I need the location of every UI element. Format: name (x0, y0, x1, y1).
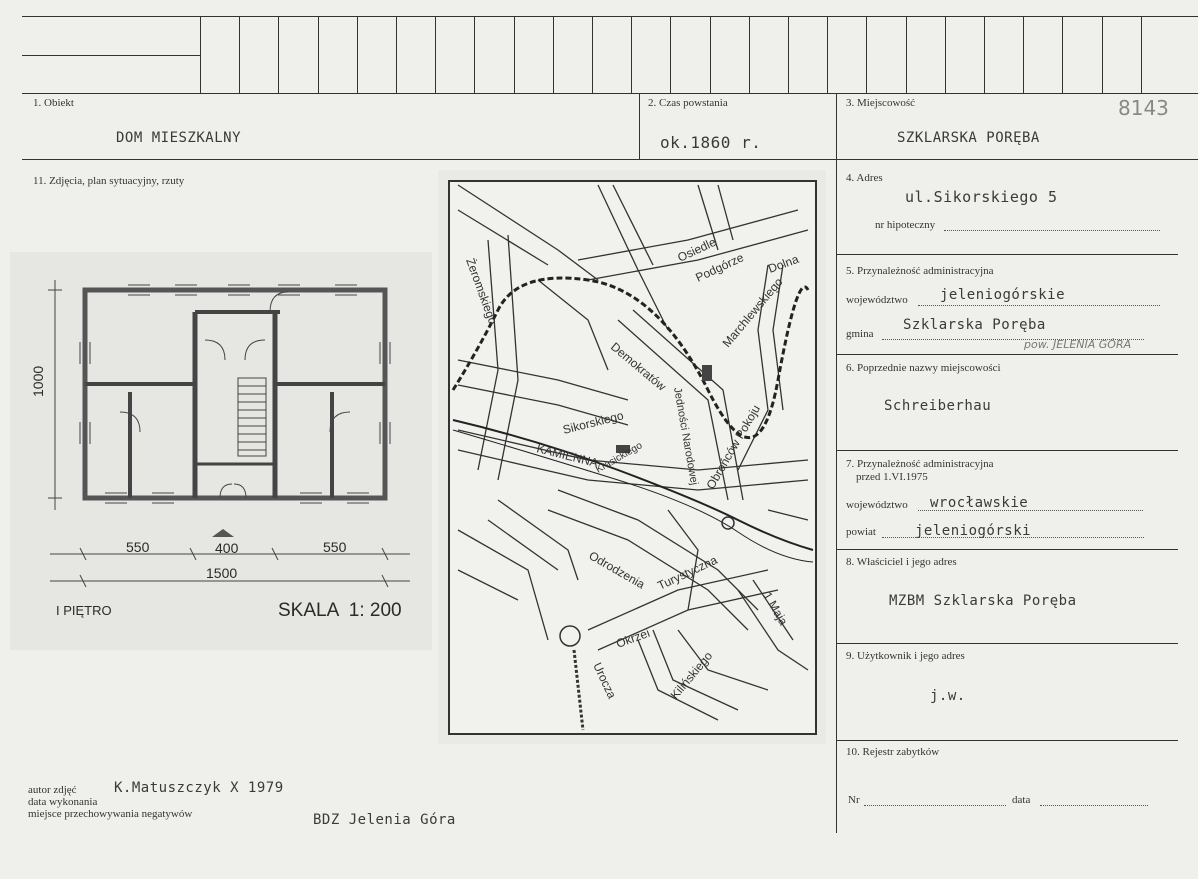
floor-plan-drawing (10, 252, 432, 650)
map-street-label: Żeromskiego (463, 256, 501, 327)
field-user-label: 9. Użytkownik i jego adres (846, 650, 965, 662)
plan-height-dimension: 1000 (30, 365, 46, 397)
county-dotted-line (882, 537, 1144, 538)
field-admin-before-county-value: jeleniogórski (915, 523, 1032, 539)
field-object-label: 1. Obiekt (33, 97, 74, 109)
grid-cell-divider (1141, 16, 1142, 93)
divider (836, 93, 837, 833)
field-register-label: 10. Rejestr zabytków (846, 746, 940, 758)
plan-scale-label: SKALA 1: 200 (278, 600, 402, 621)
grid-cell-divider (592, 16, 593, 93)
grid-cell-divider (553, 16, 554, 93)
voivodeship-dotted-line (918, 305, 1160, 306)
map-street-label: Demokratów (608, 339, 669, 394)
footer-author-value: K.Matuszczyk X 1979 (114, 780, 284, 796)
grid-cell-divider (670, 16, 671, 93)
grid-cell-divider (200, 16, 201, 93)
grid-cell-divider (866, 16, 867, 93)
map-street-label: Kilińskiego (667, 648, 716, 702)
plan-dim-left: 550 (126, 539, 150, 555)
grid-cell-divider (1062, 16, 1063, 93)
map-street-label: Okrzei (614, 625, 652, 651)
field-place-label: 3. Miejscowość (846, 97, 916, 109)
divider (836, 450, 1178, 451)
map-street-label: Jedności Narodowej (671, 386, 701, 487)
divider (639, 93, 640, 159)
field-former-names-label: 6. Poprzednie nazwy miejscowości (846, 362, 1001, 374)
field-user-value: j.w. (930, 688, 966, 704)
plan-floor-label: I PIĘTRO (56, 603, 112, 618)
field-address-value: ul.Sikorskiego 5 (905, 188, 1058, 206)
field-admin-before-voivodeship-value: wrocławskie (930, 495, 1029, 511)
map-street-label: Odrodzenia (586, 548, 648, 592)
divider (836, 549, 1178, 550)
field-register-nr-label: Nr (848, 794, 860, 806)
divider (836, 740, 1178, 741)
field-admin-commune-value: Szklarska Poręba (903, 317, 1046, 333)
grid-cell-divider (278, 16, 279, 93)
map-street-label: Urocza (590, 660, 620, 701)
plan-dim-mid: 400 (215, 540, 239, 556)
map-street-label: Dolna (766, 251, 801, 276)
grid-cell-divider (357, 16, 358, 93)
plan-dim-right: 550 (323, 539, 347, 555)
map-street-label: Sikorskiego (561, 408, 625, 437)
grid-cell-divider (906, 16, 907, 93)
map-street-label: Obrońców Pokoju (703, 402, 763, 492)
grid-cell-divider (984, 16, 985, 93)
grid-cell-divider (710, 16, 711, 93)
grid-cell-divider (945, 16, 946, 93)
mortgage-dotted-line (944, 230, 1160, 231)
divider (836, 354, 1178, 355)
catalog-number: 8143 (1118, 96, 1169, 120)
map-street-label: Krasickiego (594, 440, 645, 476)
map-street-label: Turystyczna (655, 552, 720, 593)
map-street-label: Osiedle (675, 234, 719, 265)
field-admin-voivodeship-value: jeleniogórskie (940, 287, 1066, 303)
field-date-label: 2. Czas powstania (648, 97, 728, 109)
divider (836, 643, 1178, 644)
field-admin-before-label: 7. Przynależność administracyjna (846, 458, 994, 470)
row1-bottom-border (22, 159, 1198, 160)
grid-cell-divider (239, 16, 240, 93)
map-street-label: Marchlewskiego (719, 275, 786, 350)
field-owner-value: MZBM Szklarska Poręba (889, 593, 1077, 609)
field-place-value: SZKLARSKA PORĘBA (897, 130, 1040, 146)
field-mortgage-label: nr hipoteczny (875, 219, 936, 231)
top-row-bottom-border (22, 93, 1198, 94)
field-former-names-value: Schreiberhau (884, 398, 992, 414)
field-admin-voivodeship-label: województwo (846, 294, 908, 306)
field-owner-label: 8. Właściciel i jego adres (846, 556, 957, 568)
grid-cell-divider (749, 16, 750, 93)
field-admin-district-note: pow. JELENIA GÓRA (1024, 338, 1132, 351)
footer-date-label: data wykonania (28, 796, 98, 808)
grid-cell-divider (396, 16, 397, 93)
grid-cell-divider (1102, 16, 1103, 93)
field-object-value: DOM MIESZKALNY (116, 130, 242, 146)
grid-cell-divider (827, 16, 828, 93)
map-panel (438, 170, 826, 744)
floor-plan-panel (10, 252, 432, 650)
footer-author-label: autor zdjęć (28, 784, 77, 796)
field-register-date-label: data (1012, 794, 1031, 806)
divider (836, 254, 1178, 255)
grid-cell-divider (1023, 16, 1024, 93)
field-admin-before-label2: przed 1.VI.1975 (856, 471, 928, 483)
plan-dim-total: 1500 (206, 565, 238, 581)
map-street-label: 1 Maja (760, 589, 791, 628)
street-map-drawing (438, 170, 826, 744)
field-photos-label: 11. Zdjęcia, plan sytuacyjny, rzuty (33, 175, 185, 187)
top-left-blank-line (22, 55, 200, 56)
field-admin-commune-label: gmina (846, 328, 874, 340)
field-address-label: 4. Adres (846, 172, 883, 184)
grid-cell-divider (631, 16, 632, 93)
grid-cell-divider (514, 16, 515, 93)
grid-cell-divider (788, 16, 789, 93)
grid-cell-divider (318, 16, 319, 93)
field-admin-before-county-label: powiat (846, 526, 876, 538)
register-date-dotted-line (1040, 805, 1148, 806)
before-voivodeship-dotted-line (918, 510, 1143, 511)
map-street-label: KAMIENNA (535, 441, 600, 471)
register-nr-dotted-line (864, 805, 1006, 806)
top-border (22, 16, 1198, 17)
field-date-value: ok.1860 r. (660, 133, 762, 152)
field-admin-before-voivodeship-label: województwo (846, 499, 908, 511)
map-street-label: Podgórze (693, 250, 746, 285)
footer-storage-value: BDZ Jelenia Góra (313, 812, 456, 828)
footer-storage-label: miejsce przechowywania negatywów (28, 808, 193, 820)
field-admin-label: 5. Przynależność administracyjna (846, 265, 994, 277)
grid-cell-divider (435, 16, 436, 93)
grid-cell-divider (474, 16, 475, 93)
